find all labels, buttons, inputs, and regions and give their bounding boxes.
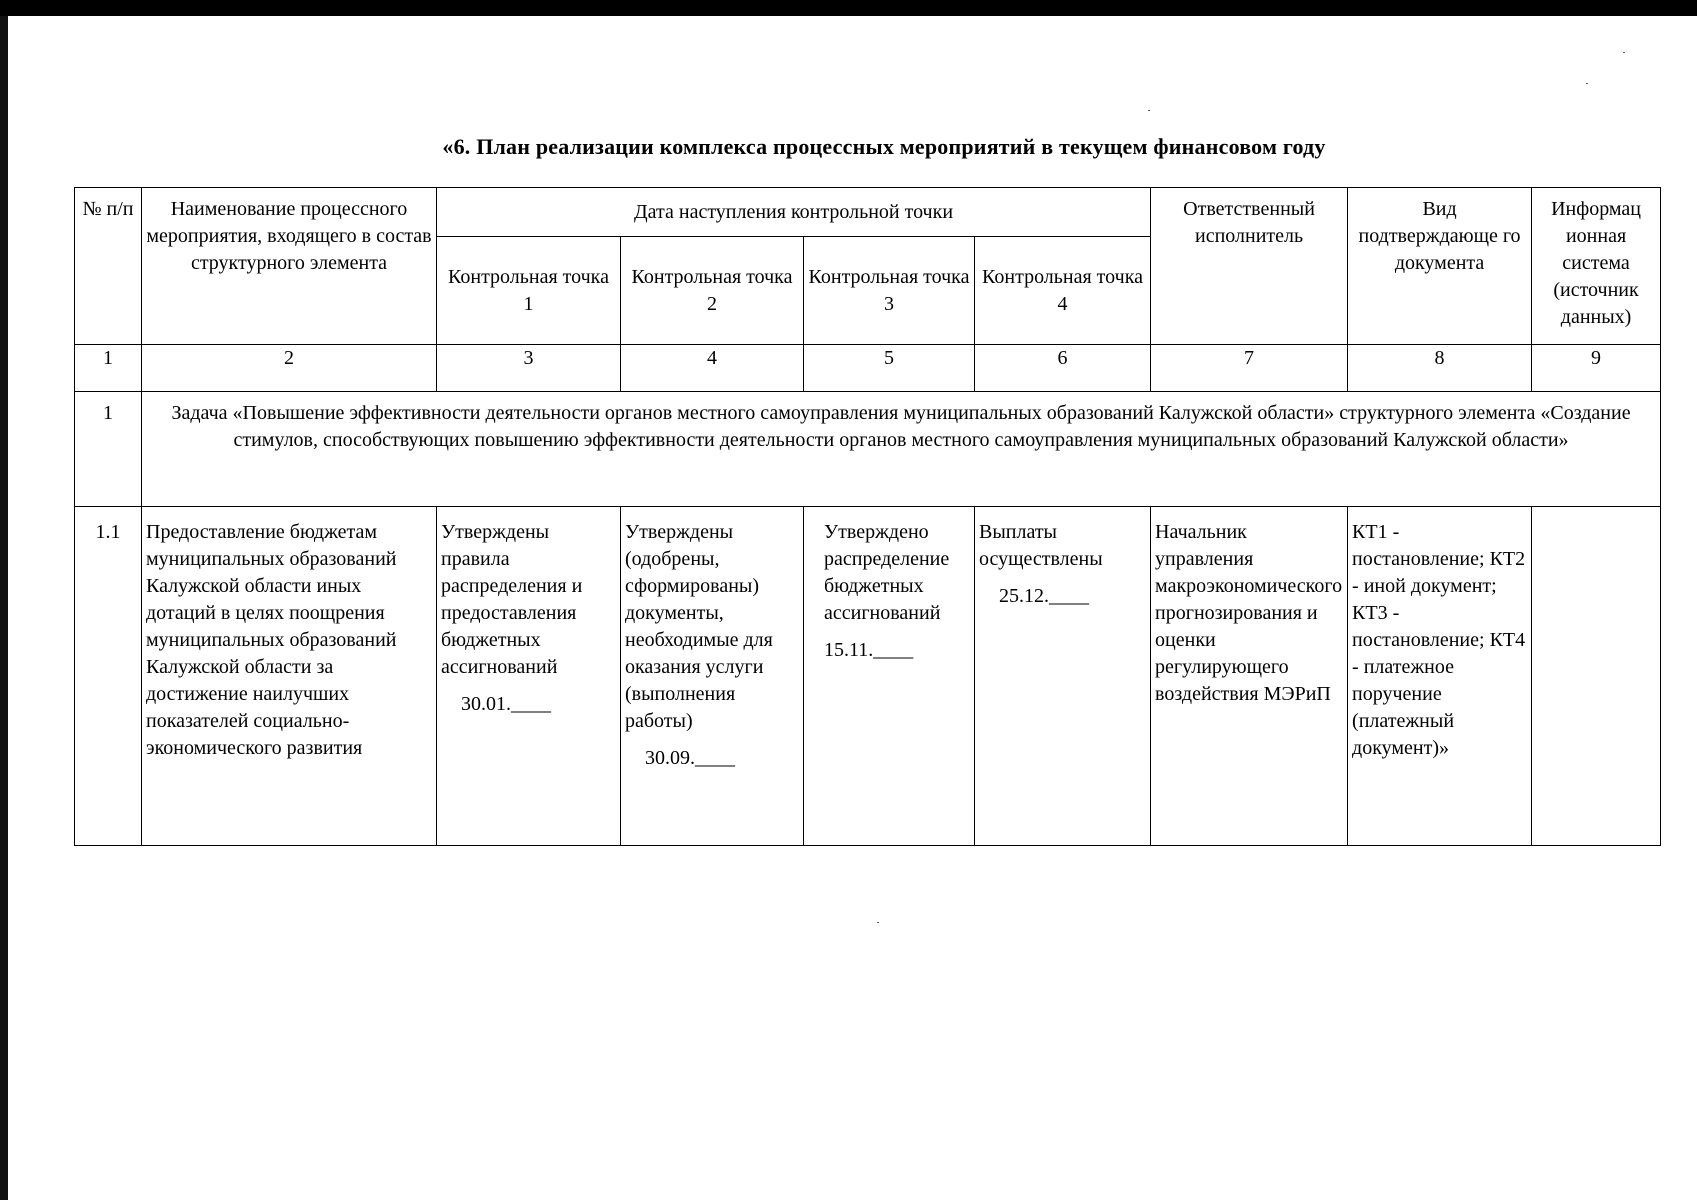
scan-speck bbox=[1586, 83, 1588, 84]
row-info-system bbox=[1532, 507, 1661, 846]
row-kt4-text: Выплаты осуществлены bbox=[979, 521, 1103, 570]
row-doc-type: КТ1 - постановление; КТ2 - иной документ; КТ3 - постановление; КТ4 - платежное поручение (платежный документ)» bbox=[1348, 507, 1532, 846]
header-row-1 bbox=[75, 188, 1661, 237]
row-kt1-date: 30.01.____ bbox=[461, 693, 551, 715]
document-title: «6. План реализации комплекса процессных мероприятий в текущем финансовом году bbox=[442, 134, 1326, 159]
task-row bbox=[75, 392, 1661, 507]
table-row bbox=[75, 507, 1661, 846]
scan-speck bbox=[1148, 110, 1150, 111]
scan-border-left bbox=[0, 16, 8, 1200]
scan-speck bbox=[1623, 52, 1625, 53]
row-kt3 bbox=[804, 507, 975, 846]
header-responsible: Ответственный исполнитель bbox=[1151, 188, 1348, 345]
row-kt3-date: 15.11.____ bbox=[824, 639, 914, 661]
column-number: 5 bbox=[804, 345, 975, 392]
row-kt4 bbox=[975, 507, 1151, 846]
column-number: 9 bbox=[1532, 345, 1661, 392]
row-kt2-date: 30.09.____ bbox=[645, 747, 735, 769]
scan-speck bbox=[877, 922, 879, 923]
header-info-system: Информац ионная система (источник данных) bbox=[1532, 188, 1661, 345]
header-kt4: Контрольная точка 4 bbox=[975, 237, 1151, 345]
scan-border-top bbox=[0, 0, 1697, 16]
row-responsible: Начальник управления макроэкономического прогнозирования и оценки регулирующего воздействия МЭРиП bbox=[1151, 507, 1348, 846]
header-kt3: Контрольная точка 3 bbox=[804, 237, 975, 345]
header-num: № п/п bbox=[75, 188, 142, 345]
column-number: 2 bbox=[142, 345, 437, 392]
header-kt2: Контрольная точка 2 bbox=[621, 237, 804, 345]
column-number: 4 bbox=[621, 345, 804, 392]
row-kt3-text: Утверждено распределение бюджетных ассигнований bbox=[824, 521, 950, 624]
row-num: 1.1 bbox=[75, 507, 142, 846]
row-kt1-text: Утверждены правила распределения и предоставления бюджетных ассигнований bbox=[441, 521, 583, 678]
column-number-row bbox=[75, 345, 1661, 392]
header-name: Наименование процессного мероприятия, входящего в состав структурного элемента bbox=[142, 188, 437, 345]
row-kt4-date: 25.12.____ bbox=[999, 585, 1089, 607]
row-kt2 bbox=[621, 507, 804, 846]
row-activity-name: Предоставление бюджетам муниципальных образований Калужской области иных дотаций в целях поощрения муниципальных образований Калужской области за достижение наилучших показателей социально-экономического развития bbox=[142, 507, 437, 846]
task-text: Задача «Повышение эффективности деятельности органов местного самоуправления муниципальных образований Калужской области» структурного элемента «Создание стимулов, способствующих повышению эффективности деятельности органов местного самоуправления муниципальных образований Калужской области» bbox=[142, 392, 1661, 507]
header-doc-type: Вид подтверждающе го документа bbox=[1348, 188, 1532, 345]
plan-table bbox=[74, 187, 1661, 846]
header-kt1: Контрольная точка 1 bbox=[437, 237, 621, 345]
row-kt1 bbox=[437, 507, 621, 846]
column-number: 8 bbox=[1348, 345, 1532, 392]
column-number: 7 bbox=[1151, 345, 1348, 392]
column-number: 3 bbox=[437, 345, 621, 392]
task-num: 1 bbox=[75, 392, 142, 507]
row-kt2-text: Утверждены (одобрены, сформированы) документы, необходимые для оказания услуги (выполнения работы) bbox=[625, 521, 773, 732]
column-number: 1 bbox=[75, 345, 142, 392]
column-number: 6 bbox=[975, 345, 1151, 392]
header-date-group: Дата наступления контрольной точки bbox=[437, 188, 1151, 237]
